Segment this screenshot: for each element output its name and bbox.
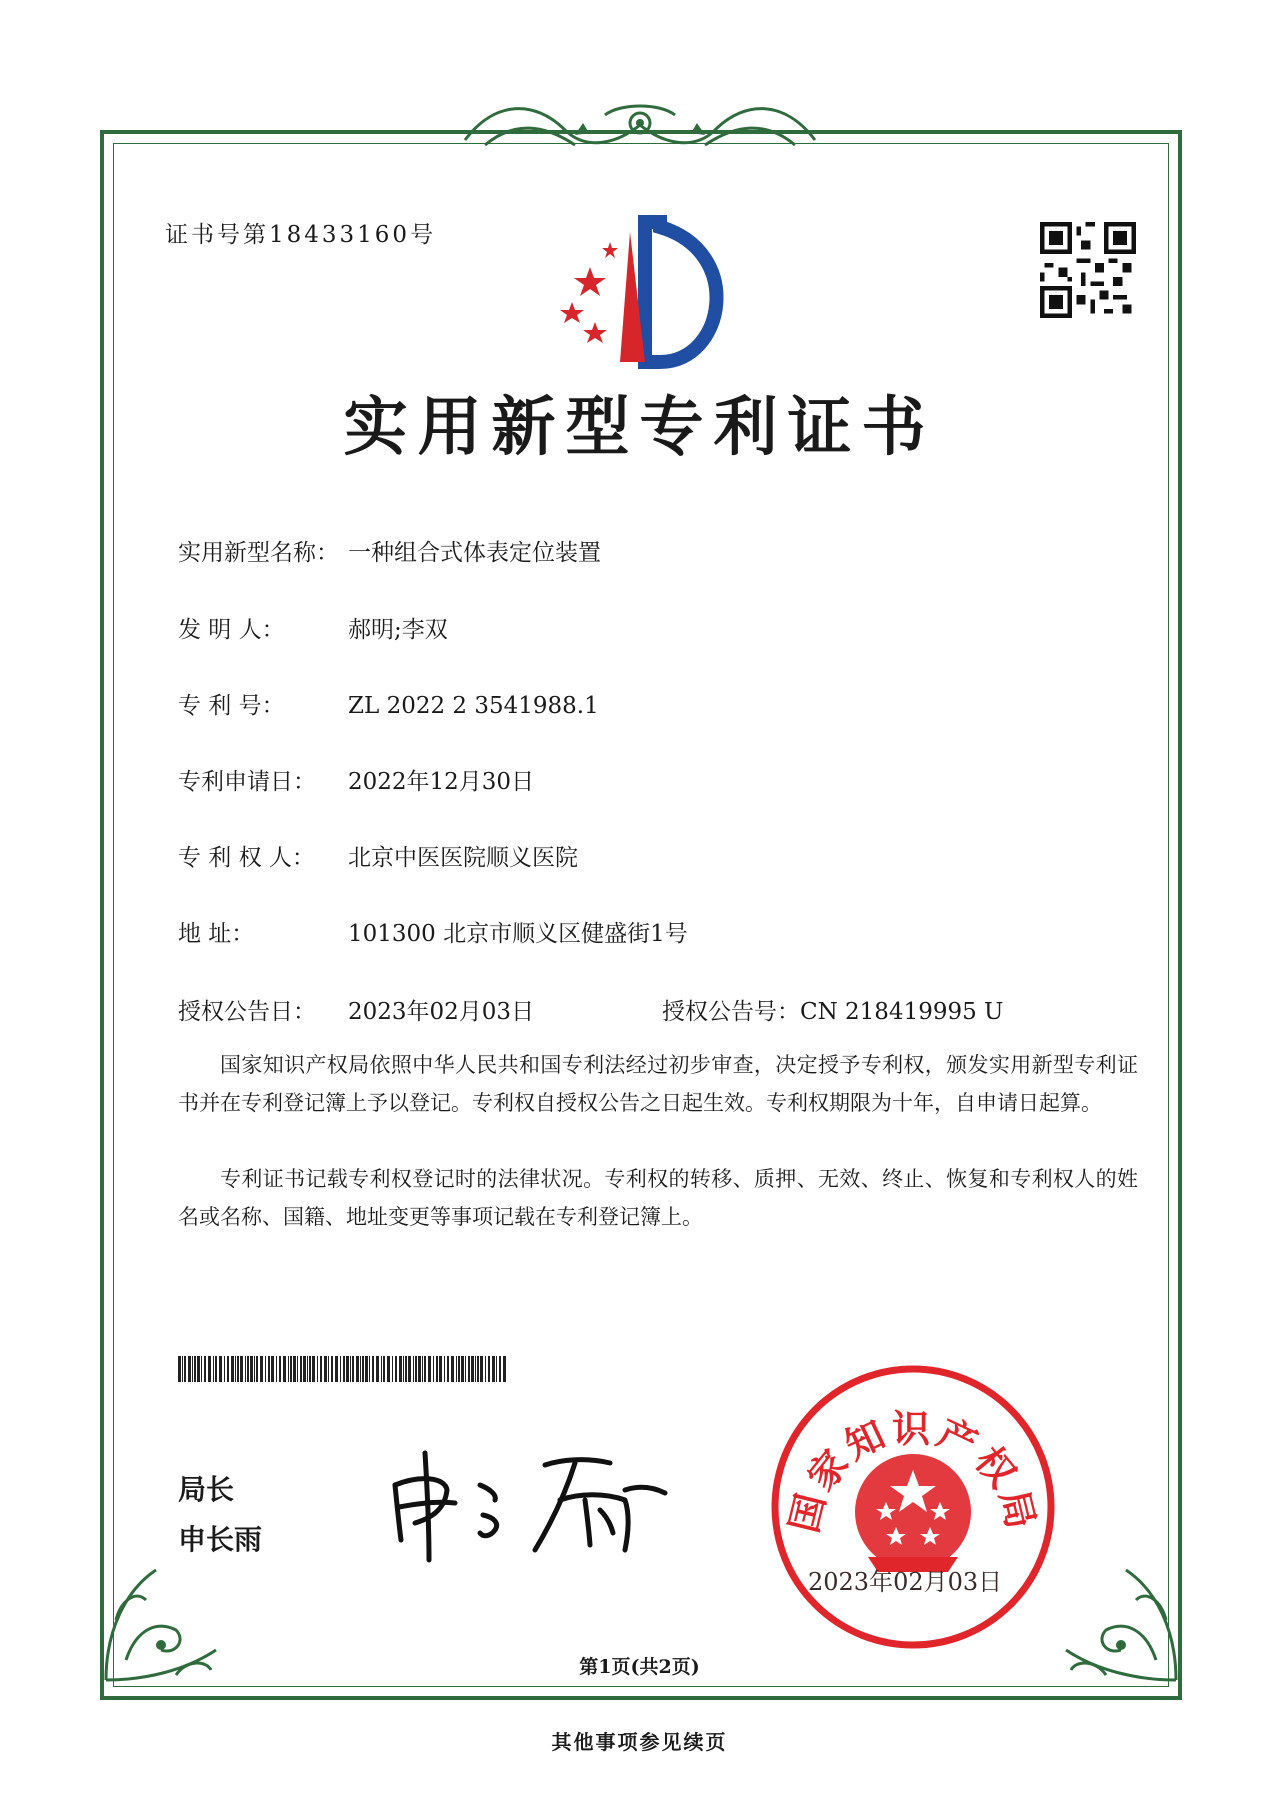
field-filing-date — [178, 763, 534, 796]
certificate-title: 实用新型专利证书 — [343, 391, 936, 465]
field-label: 地 址： — [178, 921, 255, 947]
barcode-icon — [178, 1356, 508, 1382]
field-value: 101300 北京市顺义区健盛街1号 — [348, 921, 688, 947]
field-grant-date — [178, 993, 534, 1026]
page-number: 第1页(共2页) — [579, 1656, 700, 1678]
field-value: 北京中医医院顺义医院 — [348, 845, 578, 871]
field-inventors — [178, 611, 448, 644]
official-seal-icon — [768, 1362, 1058, 1652]
field-label: 专 利 权 人： — [178, 845, 315, 871]
field-value: ZL 2022 2 3541988.1 — [348, 693, 599, 719]
field-patent-number — [178, 687, 599, 720]
field-grant-number — [662, 993, 1003, 1026]
field-value: CN 218419995 U — [800, 999, 1004, 1025]
field-label: 发 明 人： — [178, 617, 285, 643]
field-patentee — [178, 839, 578, 872]
field-value: 2022年12月30日 — [348, 769, 535, 795]
cnipa-logo-icon — [550, 212, 750, 372]
seal-date: 2023年02月03日 — [808, 1568, 1003, 1596]
paragraph-2: 专利证书记载专利权登记时的法律状况。专利权的转移、质押、无效、终止、恢复和专利权人的姓名或名称、国籍、地址变更等事项记载在专利登记簿上。 — [178, 1167, 1138, 1229]
field-label: 专 利 号： — [178, 693, 285, 719]
field-value: 2023年02月03日 — [348, 999, 535, 1025]
field-label: 授权公告日： — [178, 999, 316, 1025]
qr-code-icon — [1040, 222, 1136, 318]
paragraph-1: 国家知识产权局依照中华人民共和国专利法经过初步审查，决定授予专利权，颁发实用新型专利证书并在专利登记簿上予以登记。专利权自授权公告之日起生效。专利权期限为十年，自申请日起算。 — [178, 1053, 1138, 1115]
top-ornament-icon — [455, 95, 825, 165]
field-label: 授权公告号： — [662, 999, 800, 1025]
signature-icon — [385, 1445, 675, 1565]
seal-text: 国家知识产权局 — [781, 1407, 1045, 1537]
signer-role: 局长 — [178, 1473, 235, 1506]
signer-name: 申长雨 — [178, 1523, 263, 1556]
field-address — [178, 915, 688, 948]
field-utility-model-name — [178, 534, 601, 567]
certificate-number: 证书号第18433160号 — [165, 222, 437, 248]
field-label: 实用新型名称： — [178, 540, 339, 566]
footer-note: 其他事项参见续页 — [551, 1730, 728, 1754]
field-label: 专利申请日： — [178, 769, 316, 795]
field-value: 一种组合式体表定位装置 — [348, 540, 601, 566]
field-value: 郝明;李双 — [348, 617, 448, 643]
